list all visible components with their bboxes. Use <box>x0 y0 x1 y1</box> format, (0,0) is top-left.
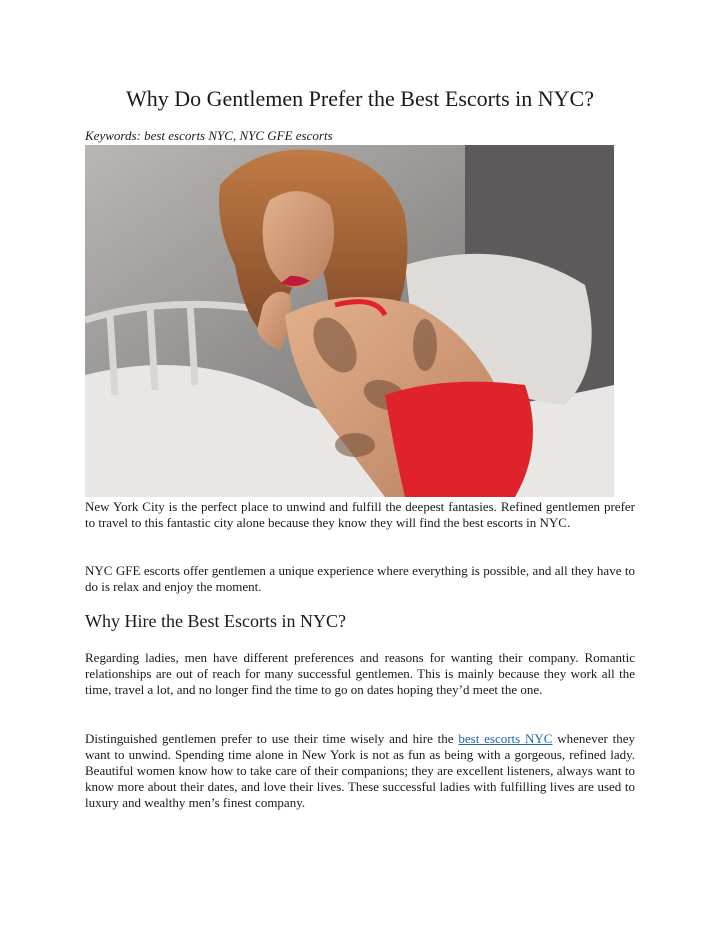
paragraph-intro: New York City is the perfect place to unwind and fulfill the deepest fantasies. Refined gentlemen prefer to travel to this fantastic city alone because they know they will find the best escorts in NYC. <box>85 499 635 530</box>
paragraph-text-after-link: whenever they want to unwind. Spending time alone in New York is not as fun as being with a gorgeous, refined lady. Beautiful women know how to take care of their companions; they are excellent listeners, always want to know more about their dates, and love their lives. These successful ladies with fulfilling lives are used to luxury and wealthy men’s finest company. <box>85 731 635 810</box>
paragraph-gfe: NYC GFE escorts offer gentlemen a unique experience where everything is possible, and all they have to do is relax and enjoy the moment. <box>85 563 635 594</box>
article-photo <box>85 145 614 497</box>
woman-photo-icon <box>85 145 614 497</box>
keywords-line: Keywords: best escorts NYC, NYC GFE escorts <box>85 128 333 143</box>
page-title: Why Do Gentlemen Prefer the Best Escorts in NYC? <box>126 86 594 111</box>
paragraph-distinguished <box>85 731 635 811</box>
paragraph-text-before-link: Distinguished gentlemen prefer to use their time wisely and hire the <box>85 731 459 746</box>
best-escorts-link[interactable]: best escorts NYC <box>458 731 553 746</box>
section-heading: Why Hire the Best Escorts in NYC? <box>85 611 346 631</box>
paragraph-preferences: Regarding ladies, men have different preferences and reasons for wanting their company. Romantic relationships are out of reach for many successful gentlemen. This is mainly because they work all the time, travel a lot, and no longer find the time to go on dates hoping they’d meet the one. <box>85 650 635 697</box>
